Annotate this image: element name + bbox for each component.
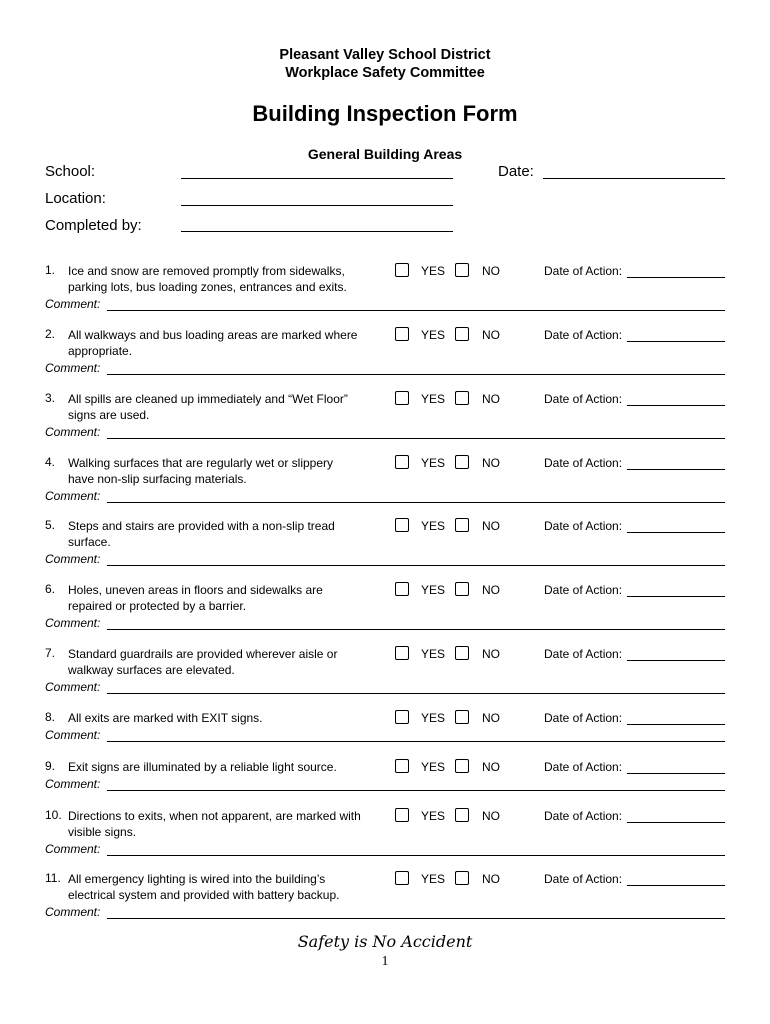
yes-label: YES bbox=[421, 392, 446, 406]
yes-checkbox[interactable] bbox=[395, 518, 409, 532]
date-of-action-label: Date of Action: bbox=[544, 583, 623, 597]
date-of-action-field[interactable] bbox=[627, 469, 725, 470]
no-label: NO bbox=[482, 264, 500, 278]
no-label: NO bbox=[482, 809, 500, 823]
item-number: 8. bbox=[45, 710, 56, 724]
item-question-line: All walkways and bus loading areas are marked where bbox=[68, 328, 358, 342]
no-checkbox[interactable] bbox=[455, 710, 469, 724]
item-question-line: All exits are marked with EXIT signs. bbox=[68, 711, 263, 725]
yes-checkbox[interactable] bbox=[395, 391, 409, 405]
item-question-line: Steps and stairs are provided with a non-slip tread bbox=[68, 519, 335, 533]
district-name: Pleasant Valley School District bbox=[279, 47, 491, 63]
item-number: 6. bbox=[45, 582, 56, 596]
date-of-action-field[interactable] bbox=[627, 596, 725, 597]
inspection-item bbox=[45, 871, 725, 921]
comment-field[interactable] bbox=[107, 565, 725, 566]
committee-name: Workplace Safety Committee bbox=[285, 65, 485, 81]
yes-label: YES bbox=[421, 711, 446, 725]
section-subtitle: General Building Areas bbox=[307, 146, 463, 162]
inspection-item bbox=[45, 808, 725, 858]
no-label: NO bbox=[482, 328, 500, 342]
inspection-item bbox=[45, 582, 725, 632]
no-checkbox[interactable] bbox=[455, 455, 469, 469]
comment-field[interactable] bbox=[107, 374, 725, 375]
comment-label: Comment: bbox=[45, 552, 101, 566]
yes-label: YES bbox=[421, 809, 446, 823]
date-of-action-label: Date of Action: bbox=[544, 760, 623, 774]
item-number: 9. bbox=[45, 759, 56, 773]
date-of-action-field[interactable] bbox=[627, 822, 725, 823]
item-number: 7. bbox=[45, 646, 56, 660]
yes-label: YES bbox=[421, 872, 446, 886]
yes-label: YES bbox=[421, 456, 446, 470]
date-of-action-field[interactable] bbox=[627, 885, 725, 886]
item-question-line: All emergency lighting is wired into the building’s bbox=[68, 872, 326, 886]
yes-checkbox[interactable] bbox=[395, 455, 409, 469]
no-checkbox[interactable] bbox=[455, 808, 469, 822]
item-question-line: visible signs. bbox=[68, 825, 137, 839]
item-question bbox=[68, 263, 383, 295]
item-number: 2. bbox=[45, 327, 56, 341]
comment-label: Comment: bbox=[45, 361, 101, 375]
comment-label: Comment: bbox=[45, 905, 101, 919]
item-question-line: parking lots, bus loading zones, entrances and exits. bbox=[68, 280, 347, 294]
comment-field[interactable] bbox=[107, 790, 725, 791]
inspection-item bbox=[45, 455, 725, 505]
yes-label: YES bbox=[421, 760, 446, 774]
item-number: 10. bbox=[45, 808, 62, 822]
comment-field[interactable] bbox=[107, 918, 725, 919]
date-of-action-field[interactable] bbox=[627, 773, 725, 774]
item-question bbox=[68, 391, 383, 423]
school-field[interactable] bbox=[181, 178, 453, 179]
date-of-action-field[interactable] bbox=[627, 341, 725, 342]
item-number: 3. bbox=[45, 391, 56, 405]
no-checkbox[interactable] bbox=[455, 263, 469, 277]
date-of-action-field[interactable] bbox=[627, 277, 725, 278]
item-question bbox=[68, 646, 383, 678]
no-checkbox[interactable] bbox=[455, 391, 469, 405]
comment-field[interactable] bbox=[107, 438, 725, 439]
completed-by-label: Completed by: bbox=[45, 217, 142, 234]
no-checkbox[interactable] bbox=[455, 759, 469, 773]
yes-checkbox[interactable] bbox=[395, 710, 409, 724]
yes-checkbox[interactable] bbox=[395, 808, 409, 822]
item-number: 4. bbox=[45, 455, 56, 469]
yes-checkbox[interactable] bbox=[395, 582, 409, 596]
no-checkbox[interactable] bbox=[455, 646, 469, 660]
item-question-line: All spills are cleaned up immediately and “Wet Floor” bbox=[68, 392, 348, 406]
item-question bbox=[68, 808, 383, 840]
date-of-action-field[interactable] bbox=[627, 724, 725, 725]
date-of-action-label: Date of Action: bbox=[544, 328, 623, 342]
comment-label: Comment: bbox=[45, 842, 101, 856]
location-label: Location: bbox=[45, 190, 106, 207]
yes-checkbox[interactable] bbox=[395, 759, 409, 773]
date-of-action-label: Date of Action: bbox=[544, 456, 623, 470]
item-question bbox=[68, 759, 383, 775]
inspection-item bbox=[45, 646, 725, 696]
no-label: NO bbox=[482, 456, 500, 470]
comment-label: Comment: bbox=[45, 777, 101, 791]
date-label: Date: bbox=[498, 163, 534, 180]
item-question-line: appropriate. bbox=[68, 344, 133, 358]
yes-label: YES bbox=[421, 583, 446, 597]
school-label: School: bbox=[45, 163, 96, 180]
yes-checkbox[interactable] bbox=[395, 871, 409, 885]
footer-motto: Safety is No Accident bbox=[297, 932, 473, 951]
item-question bbox=[68, 518, 383, 550]
inspection-item bbox=[45, 327, 725, 377]
item-question-line: surface. bbox=[68, 535, 111, 549]
comment-label: Comment: bbox=[45, 616, 101, 630]
inspection-item bbox=[45, 263, 725, 313]
item-question bbox=[68, 710, 383, 726]
comment-field[interactable] bbox=[107, 629, 725, 630]
no-label: NO bbox=[482, 583, 500, 597]
date-of-action-label: Date of Action: bbox=[544, 711, 623, 725]
item-question-line: Exit signs are illuminated by a reliable light source. bbox=[68, 760, 337, 774]
inspection-item bbox=[45, 518, 725, 568]
no-label: NO bbox=[482, 711, 500, 725]
no-label: NO bbox=[482, 392, 500, 406]
item-question bbox=[68, 871, 383, 903]
no-checkbox[interactable] bbox=[455, 327, 469, 341]
date-of-action-label: Date of Action: bbox=[544, 809, 623, 823]
inspection-item bbox=[45, 710, 725, 744]
comment-label: Comment: bbox=[45, 489, 101, 503]
comment-field[interactable] bbox=[107, 310, 725, 311]
no-label: NO bbox=[482, 519, 500, 533]
yes-label: YES bbox=[421, 328, 446, 342]
item-number: 5. bbox=[45, 518, 56, 532]
no-label: NO bbox=[482, 647, 500, 661]
inspection-item bbox=[45, 391, 725, 441]
completed-by-field[interactable] bbox=[181, 231, 453, 232]
comment-label: Comment: bbox=[45, 297, 101, 311]
item-question-line: Directions to exits, when not apparent, are marked with bbox=[68, 809, 361, 823]
date-of-action-label: Date of Action: bbox=[544, 872, 623, 886]
date-of-action-field[interactable] bbox=[627, 405, 725, 406]
date-of-action-label: Date of Action: bbox=[544, 519, 623, 533]
date-of-action-label: Date of Action: bbox=[544, 392, 623, 406]
comment-label: Comment: bbox=[45, 728, 101, 742]
yes-checkbox[interactable] bbox=[395, 263, 409, 277]
no-checkbox[interactable] bbox=[455, 518, 469, 532]
comment-field[interactable] bbox=[107, 502, 725, 503]
yes-label: YES bbox=[421, 519, 446, 533]
item-question-line: Ice and snow are removed promptly from sidewalks, bbox=[68, 264, 345, 278]
date-of-action-label: Date of Action: bbox=[544, 264, 623, 278]
item-question bbox=[68, 582, 383, 614]
yes-label: YES bbox=[421, 647, 446, 661]
comment-field[interactable] bbox=[107, 693, 725, 694]
page-number: 1 bbox=[381, 954, 389, 969]
yes-checkbox[interactable] bbox=[395, 327, 409, 341]
item-question-line: Holes, uneven areas in floors and sidewalks are bbox=[68, 583, 323, 597]
item-question-line: have non-slip surfacing materials. bbox=[68, 472, 247, 486]
item-number: 1. bbox=[45, 263, 56, 277]
item-question-line: Standard guardrails are provided wherever aisle or bbox=[68, 647, 338, 661]
item-number: 11. bbox=[45, 871, 61, 885]
no-label: NO bbox=[482, 872, 500, 886]
page-title: Building Inspection Form bbox=[252, 101, 518, 126]
comment-field[interactable] bbox=[107, 741, 725, 742]
date-of-action-field[interactable] bbox=[627, 660, 725, 661]
no-checkbox[interactable] bbox=[455, 871, 469, 885]
item-question-line: walkway surfaces are elevated. bbox=[68, 663, 235, 677]
item-question bbox=[68, 455, 383, 487]
item-question bbox=[68, 327, 383, 359]
inspection-item bbox=[45, 759, 725, 793]
date-of-action-label: Date of Action: bbox=[544, 647, 623, 661]
item-question-line: electrical system and provided with battery backup. bbox=[68, 888, 340, 902]
item-question-line: repaired or protected by a barrier. bbox=[68, 599, 247, 613]
no-checkbox[interactable] bbox=[455, 582, 469, 596]
location-field[interactable] bbox=[181, 205, 453, 206]
date-of-action-field[interactable] bbox=[627, 532, 725, 533]
comment-field[interactable] bbox=[107, 855, 725, 856]
comment-label: Comment: bbox=[45, 425, 101, 439]
comment-label: Comment: bbox=[45, 680, 101, 694]
yes-checkbox[interactable] bbox=[395, 646, 409, 660]
item-question-line: Walking surfaces that are regularly wet or slippery bbox=[68, 456, 333, 470]
yes-label: YES bbox=[421, 264, 446, 278]
date-field[interactable] bbox=[543, 178, 725, 179]
no-label: NO bbox=[482, 760, 500, 774]
item-question-line: signs are used. bbox=[68, 408, 150, 422]
